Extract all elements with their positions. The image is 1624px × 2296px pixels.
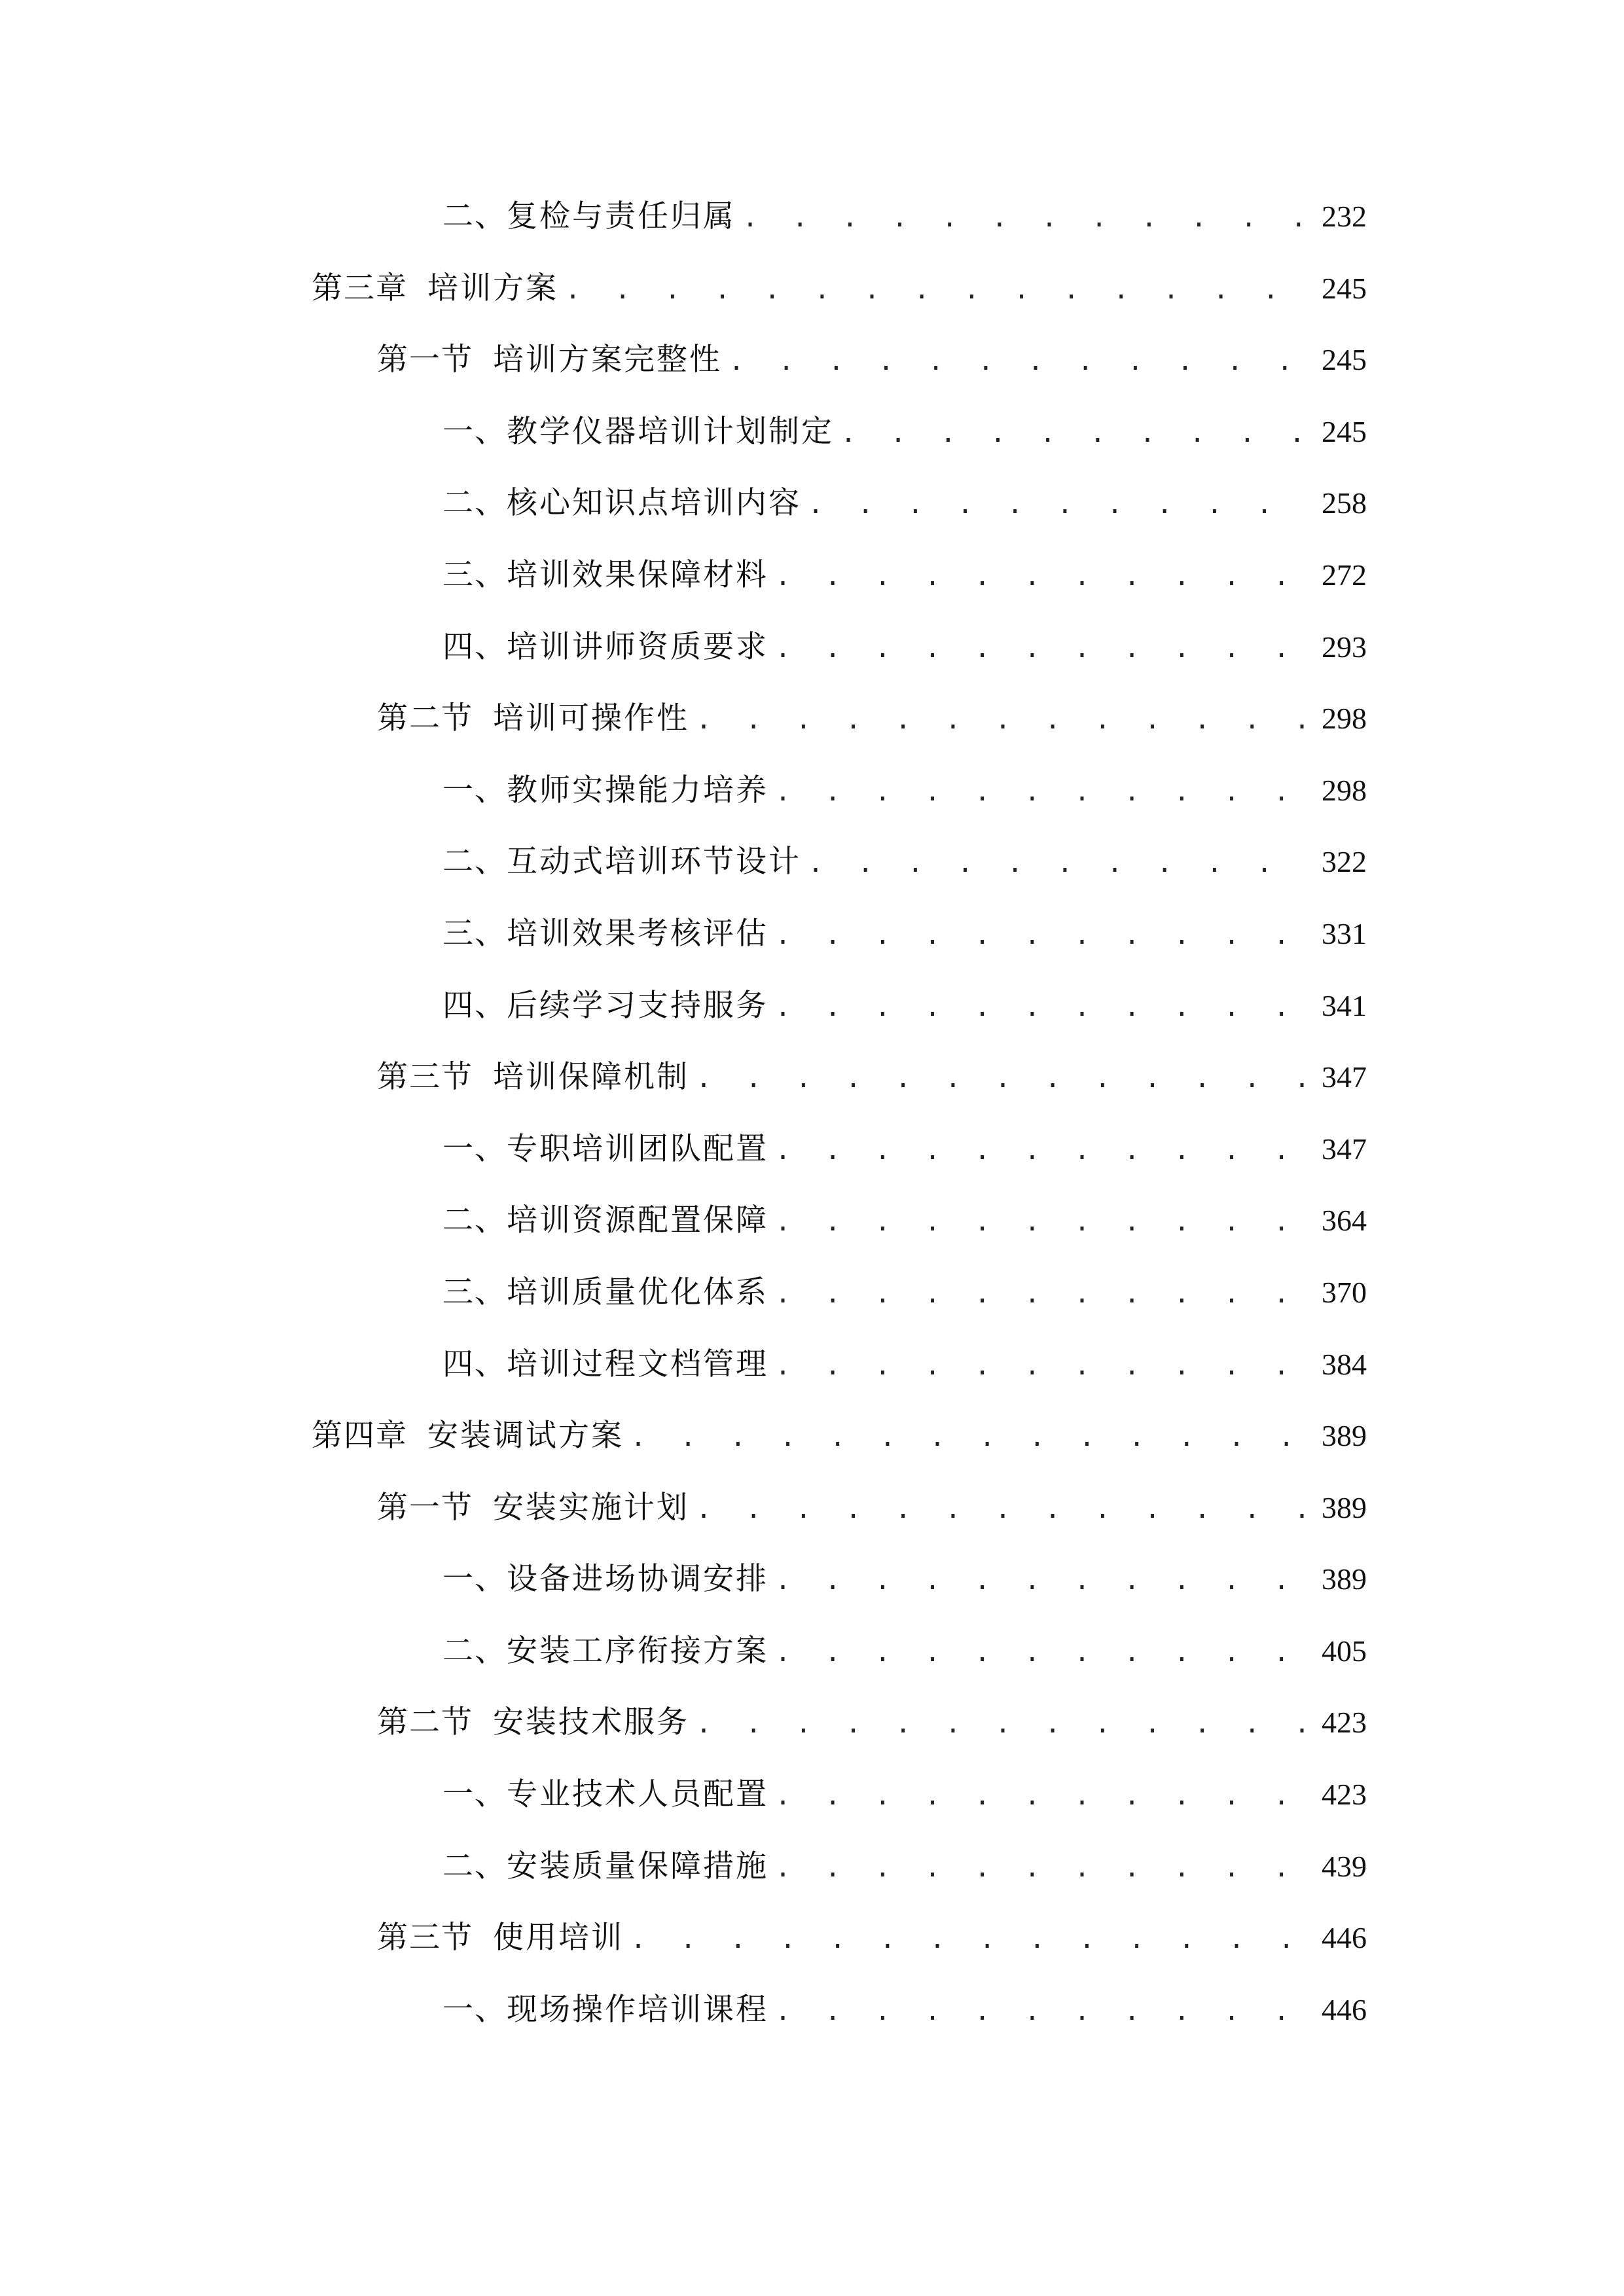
- dot-leader: [775, 564, 1308, 590]
- toc-entry[interactable]: [0, 330, 1624, 402]
- table-of-contents: [0, 187, 1624, 2051]
- toc-entry-page: 405: [1322, 1634, 1367, 1668]
- toc-entry-number: 二、: [442, 1202, 507, 1239]
- toc-entry[interactable]: [0, 545, 1624, 617]
- toc-entry-title: 现场操作培训课程: [507, 1991, 768, 2028]
- dot-leader: [696, 707, 1308, 733]
- toc-entry-title: 培训质量优化体系: [507, 1274, 768, 1310]
- dot-leader: [775, 1353, 1308, 1379]
- dot-leader: [775, 922, 1308, 948]
- toc-entry[interactable]: [0, 761, 1624, 833]
- toc-entry-page: 446: [1322, 1921, 1367, 1955]
- toc-entry[interactable]: [0, 1263, 1624, 1335]
- dot-leader: [775, 1783, 1308, 1809]
- toc-entry-title: 使用培训: [493, 1920, 624, 1956]
- toc-entry[interactable]: [0, 187, 1624, 259]
- toc-entry-number: 二、: [442, 844, 507, 880]
- toc-entry[interactable]: [0, 402, 1624, 474]
- dot-leader: [808, 850, 1308, 876]
- toc-entry-title: 后续学习支持服务: [507, 987, 768, 1024]
- toc-entry-page: 423: [1322, 1706, 1367, 1740]
- toc-entry-number: 第三章: [312, 270, 408, 306]
- toc-entry[interactable]: [0, 1047, 1624, 1119]
- toc-entry[interactable]: [0, 976, 1624, 1048]
- toc-entry-title: 互动式培训环节设计: [507, 844, 801, 880]
- toc-entry-title: 培训效果保障材料: [507, 556, 768, 593]
- dot-leader: [840, 420, 1308, 446]
- toc-entry-title: 复检与责任归属: [507, 198, 736, 234]
- toc-entry[interactable]: [0, 1191, 1624, 1263]
- toc-entry-page: 258: [1322, 486, 1367, 520]
- dot-leader: [630, 1424, 1308, 1450]
- dot-leader: [775, 636, 1308, 662]
- toc-entry-page: 347: [1322, 1132, 1367, 1166]
- toc-entry-title: 教师实操能力培养: [507, 772, 768, 808]
- toc-entry-number: 三、: [442, 556, 507, 593]
- toc-entry-title: 专业技术人员配置: [507, 1776, 768, 1813]
- toc-entry[interactable]: [0, 1693, 1624, 1765]
- toc-entry-title: 安装调试方案: [427, 1418, 624, 1454]
- toc-entry-page: 245: [1322, 343, 1367, 377]
- toc-entry-number: 二、: [442, 1848, 507, 1884]
- toc-entry-number: 一、: [442, 772, 507, 808]
- toc-entry[interactable]: [0, 1406, 1624, 1478]
- toc-entry-title: 培训方案: [427, 270, 558, 306]
- toc-entry-page: 293: [1322, 630, 1367, 664]
- toc-entry-number: 四、: [442, 628, 507, 665]
- dot-leader: [696, 1496, 1308, 1522]
- toc-entry-title: 教学仪器培训计划制定: [507, 413, 834, 450]
- toc-entry-number: 二、: [442, 198, 507, 234]
- toc-entry-title: 安装实施计划: [493, 1489, 689, 1526]
- toc-entry[interactable]: [0, 1837, 1624, 1909]
- toc-entry[interactable]: [0, 259, 1624, 331]
- toc-entry-page: 347: [1322, 1060, 1367, 1094]
- toc-entry-page: 272: [1322, 558, 1367, 592]
- toc-entry-page: 439: [1322, 1849, 1367, 1883]
- dot-leader: [775, 1855, 1308, 1881]
- toc-entry-page: 446: [1322, 1992, 1367, 2026]
- dot-leader: [775, 779, 1308, 805]
- dot-leader: [775, 1998, 1308, 2024]
- toc-entry-number: 一、: [442, 1561, 507, 1598]
- toc-entry-number: 一、: [442, 1130, 507, 1167]
- toc-entry-title: 安装技术服务: [493, 1704, 689, 1741]
- dot-leader: [696, 1711, 1308, 1737]
- dot-leader: [565, 277, 1308, 303]
- toc-entry-title: 培训可操作性: [493, 700, 689, 737]
- dot-leader: [775, 1281, 1308, 1307]
- toc-entry-number: 第三节: [377, 1920, 473, 1956]
- toc-entry-page: 370: [1322, 1275, 1367, 1309]
- toc-entry-number: 三、: [442, 1274, 507, 1310]
- toc-entry[interactable]: [0, 1621, 1624, 1693]
- toc-entry-page: 245: [1322, 414, 1367, 448]
- toc-entry-page: 389: [1322, 1562, 1367, 1596]
- toc-entry-title: 安装工序衔接方案: [507, 1632, 768, 1669]
- toc-entry-number: 二、: [442, 1632, 507, 1669]
- toc-entry[interactable]: [0, 1119, 1624, 1191]
- toc-entry-page: 423: [1322, 1778, 1367, 1812]
- toc-entry-page: 298: [1322, 702, 1367, 736]
- dot-leader: [775, 1209, 1308, 1235]
- toc-entry-number: 二、: [442, 485, 507, 522]
- toc-entry-title: 培训方案完整性: [493, 342, 722, 378]
- toc-entry-page: 341: [1322, 988, 1367, 1022]
- toc-entry-number: 一、: [442, 413, 507, 450]
- toc-entry-number: 一、: [442, 1991, 507, 2028]
- toc-entry-number: 一、: [442, 1776, 507, 1813]
- toc-entry[interactable]: [0, 689, 1624, 761]
- dot-leader: [808, 492, 1308, 518]
- toc-entry-title: 核心知识点培训内容: [507, 485, 801, 522]
- toc-entry-title: 专职培训团队配置: [507, 1130, 768, 1167]
- toc-entry[interactable]: [0, 1908, 1624, 1980]
- toc-entry-number: 第二节: [377, 700, 473, 737]
- toc-entry-number: 三、: [442, 915, 507, 952]
- toc-entry-title: 培训过程文档管理: [507, 1346, 768, 1382]
- toc-entry[interactable]: [0, 1549, 1624, 1621]
- toc-entry-page: 331: [1322, 916, 1367, 950]
- dot-leader: [775, 994, 1308, 1020]
- toc-entry-page: 364: [1322, 1204, 1367, 1238]
- dot-leader: [742, 205, 1308, 231]
- dot-leader: [729, 348, 1308, 374]
- toc-entry-page: 389: [1322, 1490, 1367, 1524]
- toc-entry[interactable]: [0, 832, 1624, 904]
- toc-entry-number: 四、: [442, 987, 507, 1024]
- dot-leader: [630, 1926, 1308, 1952]
- toc-entry-title: 培训资源配置保障: [507, 1202, 768, 1239]
- toc-entry-title: 培训效果考核评估: [507, 915, 768, 952]
- toc-entry[interactable]: [0, 617, 1624, 689]
- toc-entry-page: 298: [1322, 773, 1367, 807]
- toc-entry[interactable]: [0, 1335, 1624, 1407]
- dot-leader: [696, 1066, 1308, 1092]
- toc-entry[interactable]: [0, 1478, 1624, 1550]
- toc-entry-number: 第一节: [377, 1489, 473, 1526]
- toc-entry-page: 245: [1322, 271, 1367, 305]
- toc-entry-page: 384: [1322, 1347, 1367, 1381]
- toc-entry-number: 第二节: [377, 1704, 473, 1741]
- toc-entry[interactable]: [0, 1765, 1624, 1837]
- toc-entry[interactable]: [0, 473, 1624, 545]
- toc-entry-number: 第一节: [377, 342, 473, 378]
- toc-entry[interactable]: [0, 1980, 1624, 2052]
- toc-entry-title: 培训讲师资质要求: [507, 628, 768, 665]
- toc-entry-page: 389: [1322, 1419, 1367, 1453]
- toc-entry[interactable]: [0, 904, 1624, 976]
- dot-leader: [775, 1568, 1308, 1594]
- toc-entry-number: 第三节: [377, 1059, 473, 1096]
- dot-leader: [775, 1640, 1308, 1666]
- toc-entry-number: 第四章: [312, 1418, 408, 1454]
- toc-entry-page: 232: [1322, 200, 1367, 233]
- toc-entry-title: 安装质量保障措施: [507, 1848, 768, 1884]
- toc-entry-title: 设备进场协调安排: [507, 1561, 768, 1598]
- toc-entry-page: 322: [1322, 845, 1367, 879]
- toc-entry-title: 培训保障机制: [493, 1059, 689, 1096]
- toc-entry-number: 四、: [442, 1346, 507, 1382]
- dot-leader: [775, 1138, 1308, 1164]
